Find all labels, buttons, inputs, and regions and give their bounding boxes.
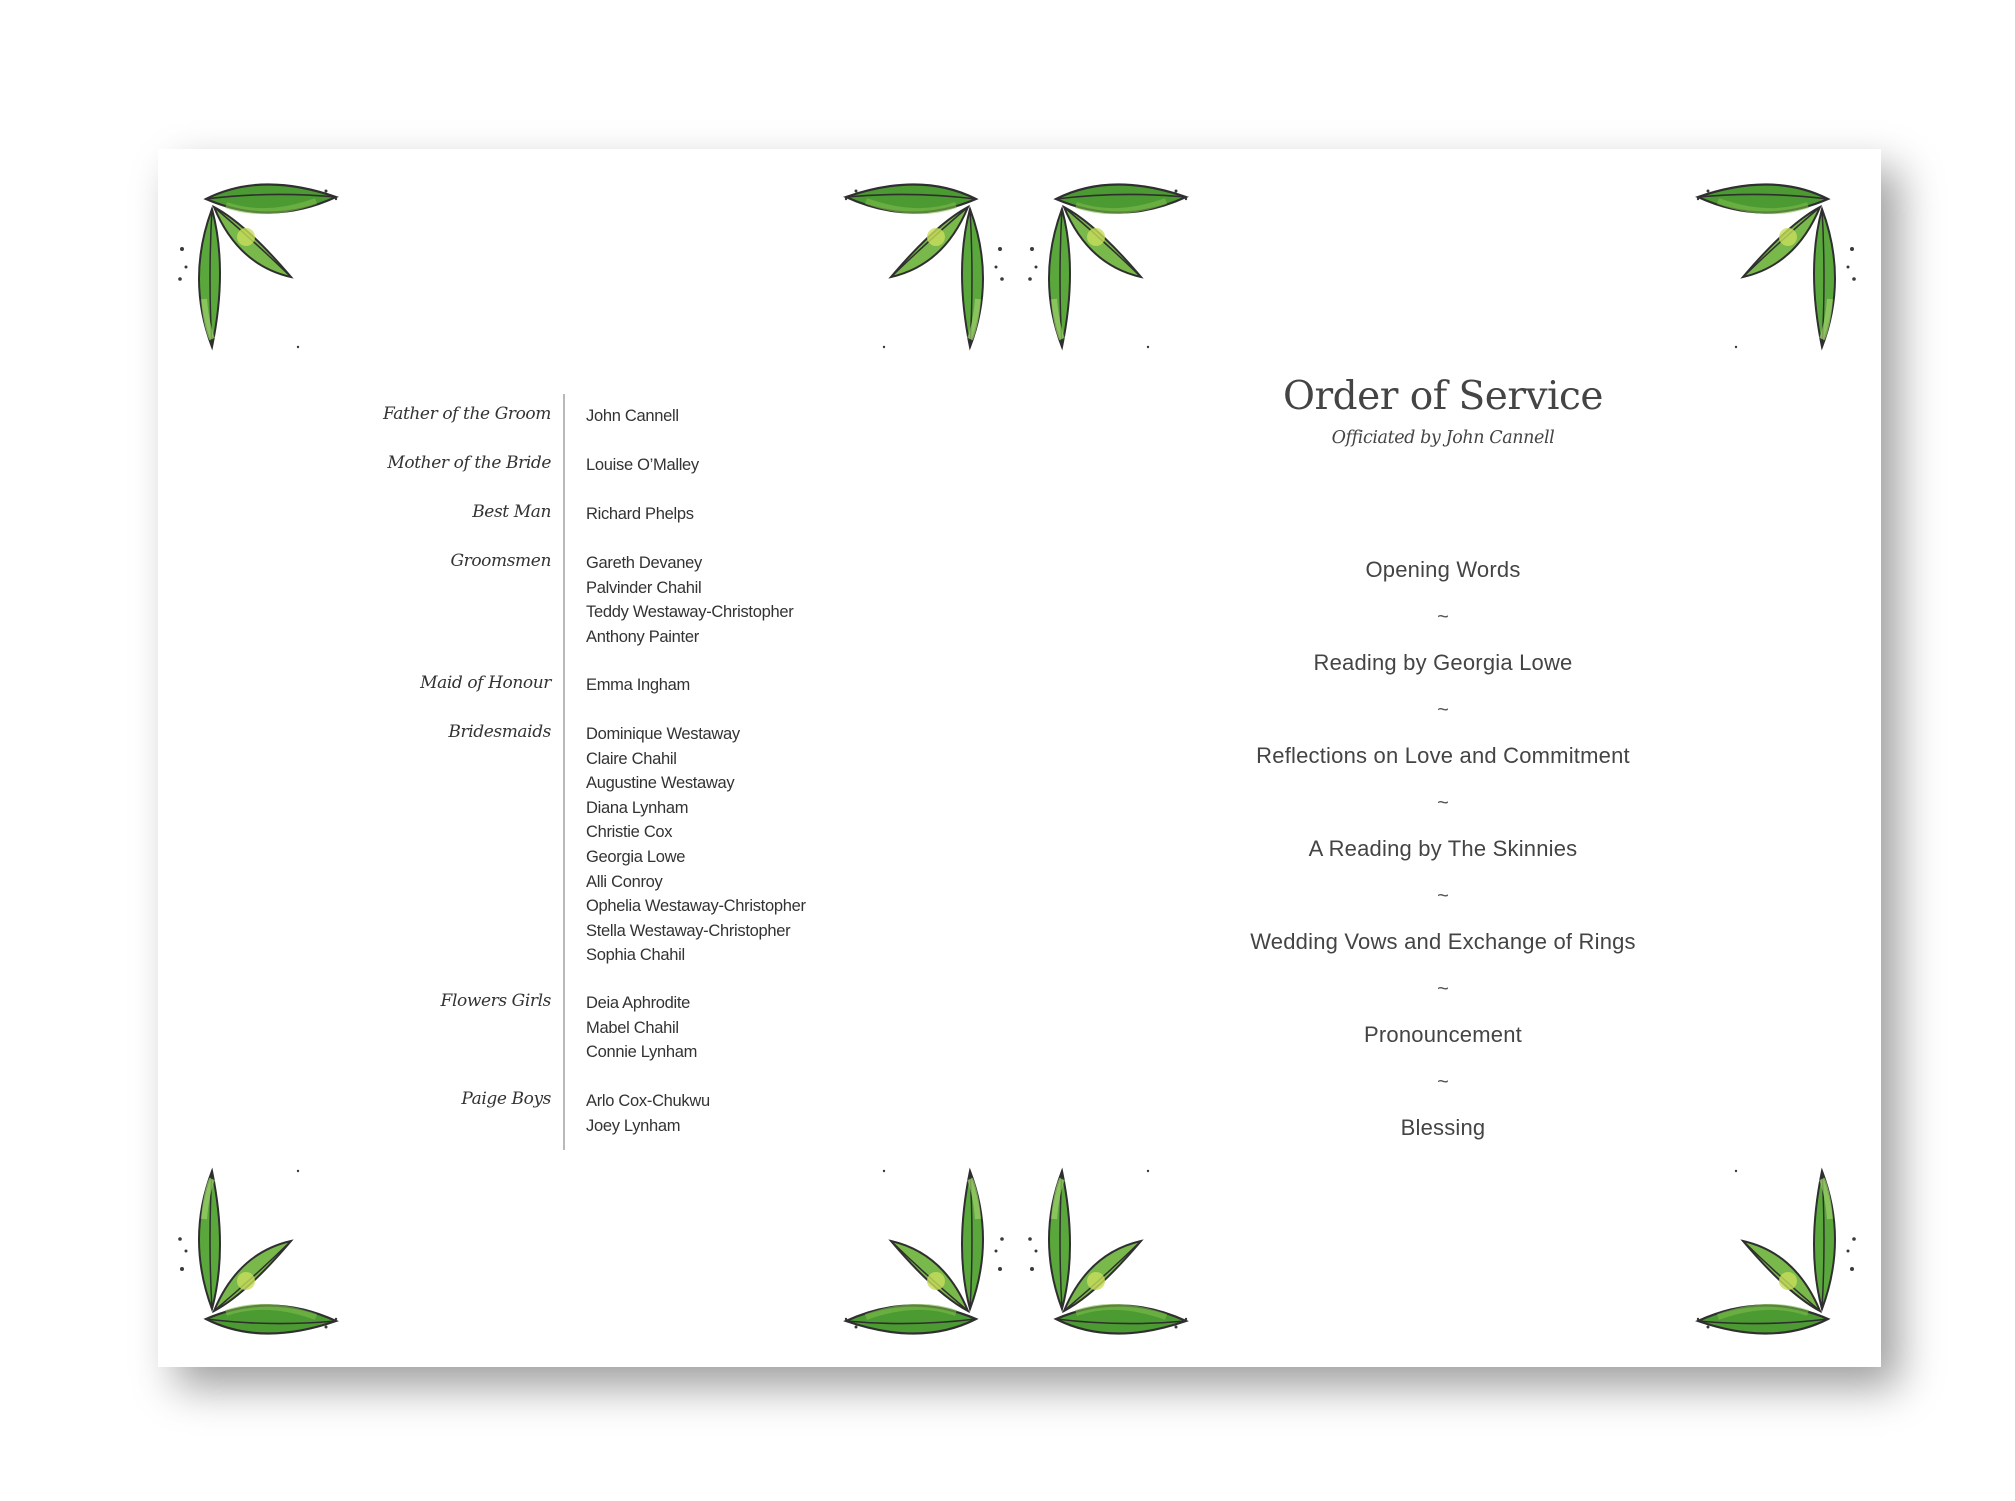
role-label: Maid of Honour xyxy=(420,673,551,693)
party-name: Dominique Westaway xyxy=(586,725,740,743)
service-item: Blessing xyxy=(1400,1115,1486,1140)
officiant-subtitle: Officiated by John Cannell xyxy=(1331,428,1555,448)
column-divider xyxy=(563,394,565,1150)
leaf-corner-icon xyxy=(826,1159,1006,1339)
party-name: Palvinder Chahil xyxy=(586,578,702,597)
page-title: Order of Service xyxy=(1283,374,1603,419)
role-names xyxy=(586,722,806,968)
party-name: Arlo Cox-Chukwu xyxy=(586,1092,710,1110)
leaf-corner-icon xyxy=(1678,179,1858,359)
party-name: Louise O’Malley xyxy=(586,456,699,474)
separator: ~ xyxy=(1437,1070,1449,1093)
party-name: Mabel Chahil xyxy=(586,1018,679,1037)
party-name: Connie Lynham xyxy=(586,1043,698,1062)
service-item: Wedding Vows and Exchange of Rings xyxy=(1250,929,1636,954)
party-name: Augustine Westaway xyxy=(586,774,735,793)
role-names xyxy=(586,404,679,429)
service-item: Pronouncement xyxy=(1364,1022,1522,1047)
separator: ~ xyxy=(1437,698,1449,721)
party-name: Teddy Westaway-Christopher xyxy=(586,603,794,622)
role-names xyxy=(586,991,697,1065)
party-name: Anthony Painter xyxy=(586,627,699,646)
separator: ~ xyxy=(1437,605,1449,628)
role-label: Flowers Girls xyxy=(440,991,551,1011)
party-name: Deia Aphrodite xyxy=(586,994,691,1012)
party-name: Richard Phelps xyxy=(586,505,694,523)
role-names xyxy=(586,1089,710,1138)
party-name: Christie Cox xyxy=(586,823,673,842)
leaf-corner-icon xyxy=(1678,1159,1858,1339)
party-name: Joey Lynham xyxy=(586,1116,681,1135)
party-name: Claire Chahil xyxy=(586,749,677,768)
leaf-corner-icon xyxy=(176,179,356,359)
separator: ~ xyxy=(1437,977,1449,1000)
party-name: Alli Conroy xyxy=(586,872,663,891)
role-names xyxy=(586,502,694,527)
service-item: A Reading by The Skinnies xyxy=(1308,836,1578,861)
role-names xyxy=(586,551,793,649)
separator: ~ xyxy=(1437,884,1449,907)
party-name: Diana Lynham xyxy=(586,798,689,817)
role-label: Mother of the Bride xyxy=(387,453,551,473)
role-label: Groomsmen xyxy=(450,551,551,571)
party-name: Gareth Devaney xyxy=(586,554,702,572)
leaf-corner-icon xyxy=(826,179,1006,359)
role-label: Bridesmaids xyxy=(448,722,551,742)
service-item: Opening Words xyxy=(1365,557,1521,582)
leaf-corner-icon xyxy=(1026,1159,1206,1339)
role-names xyxy=(586,453,699,478)
service-item: Reflections on Love and Commitment xyxy=(1256,743,1630,768)
role-label: Paige Boys xyxy=(461,1089,551,1109)
leaf-corner-icon xyxy=(176,1159,356,1339)
party-name: Ophelia Westaway-Christopher xyxy=(586,897,806,916)
order-of-service-card xyxy=(158,149,1881,1367)
party-name: Sophia Chahil xyxy=(586,946,685,965)
leaf-corner-icon xyxy=(1026,179,1206,359)
separator: ~ xyxy=(1437,791,1449,814)
party-name: John Cannell xyxy=(586,407,679,425)
role-label: Father of the Groom xyxy=(382,404,551,424)
party-name: Emma Ingham xyxy=(586,676,690,694)
role-label: Best Man xyxy=(472,502,551,522)
party-name: Stella Westaway-Christopher xyxy=(586,921,791,940)
service-item: Reading by Georgia Lowe xyxy=(1313,650,1573,675)
party-name: Georgia Lowe xyxy=(586,847,686,866)
role-names xyxy=(586,673,690,698)
service-order-list xyxy=(1143,547,1743,1152)
